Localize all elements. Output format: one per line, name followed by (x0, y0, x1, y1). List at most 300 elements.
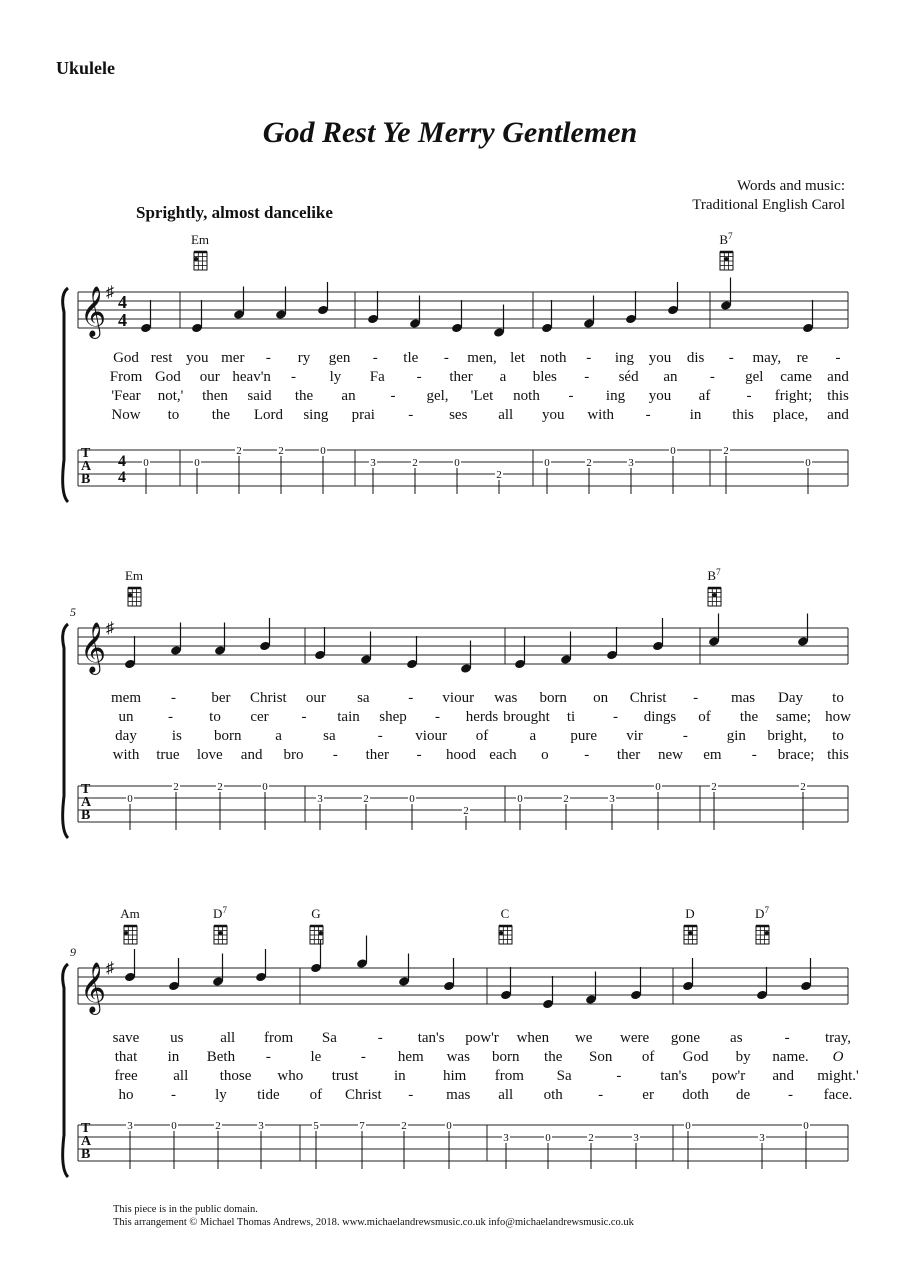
tab-fret-number: 3 (317, 793, 323, 805)
time-signature-bottom: 4 (118, 310, 127, 330)
lyric-hyphen: - (377, 728, 383, 744)
chord-diagram-dot (124, 931, 128, 935)
music-note (314, 627, 326, 660)
lyric-syllable: God (682, 1049, 709, 1065)
lyric-syllable: and (827, 407, 849, 423)
tab-fret-number: 3 (633, 1132, 639, 1144)
music-note (797, 614, 809, 647)
lyric-syllable: the (739, 709, 759, 725)
lyric-syllable: mer (221, 350, 245, 366)
lyric-syllable: tain (337, 709, 360, 725)
chord-diagram-dot (688, 931, 692, 935)
music-note (191, 300, 203, 333)
tab-fret-number: 2 (711, 781, 717, 793)
credit-line-2: Traditional English Carol (692, 197, 845, 213)
lyric-syllable: fright; (774, 388, 813, 404)
lyric-hyphen: - (682, 728, 688, 744)
lyric-syllable: cer (250, 709, 269, 725)
lyric-hyphen: - (408, 1087, 414, 1103)
lyric-syllable: tle (403, 350, 419, 366)
chord-symbol (684, 906, 697, 944)
music-note (214, 623, 226, 656)
tab-fret-number: 5 (313, 1120, 319, 1132)
lyric-syllable: Day (778, 690, 804, 706)
chord-diagram-dot (194, 257, 198, 261)
lyric-syllable: pure (570, 728, 598, 744)
lyric-hyphen: - (360, 1049, 366, 1065)
lyric-syllable: ber (211, 690, 231, 706)
lyric-syllable: born (491, 1049, 520, 1065)
chord-symbol (120, 906, 140, 944)
tab-fret-number: 2 (363, 793, 369, 805)
tab-letter: B (81, 472, 91, 487)
music-note (124, 636, 136, 669)
treble-clef-icon: 𝄞 (80, 963, 107, 1012)
lyric-syllable: all (220, 1030, 236, 1046)
music-note (212, 954, 224, 987)
footer-copyright: This arrangement © Michael Thomas Andrews, 2018. www.michaelandrewsmusic.co.uk info@michaelandrewsmusic.co.uk (113, 1217, 634, 1228)
lyric-syllable: all (498, 1087, 514, 1103)
chord-name: Am (120, 906, 140, 921)
lyric-syllable: was (446, 1049, 470, 1065)
lyric-syllable: new (657, 747, 683, 763)
lyric-syllable: an (663, 369, 678, 385)
tab-fret-number: 3 (609, 793, 615, 805)
music-note (756, 967, 768, 1000)
lyric-syllable: who (277, 1068, 304, 1084)
chord-name: G (311, 906, 321, 921)
tab-letter: T (81, 782, 91, 797)
tab-fret-number: 2 (217, 781, 223, 793)
lyric-syllable: may, (752, 350, 782, 366)
lyric-syllable: ther (365, 747, 389, 763)
lyric-hyphen: - (390, 388, 396, 404)
lyric-syllable: a (275, 728, 282, 744)
lyric-syllable: and (827, 369, 849, 385)
music-note (493, 305, 505, 338)
lyric-hyphen: - (751, 747, 757, 763)
lyric-hyphen: - (835, 350, 841, 366)
lyric-syllable: re (796, 350, 809, 366)
lyric-syllable: by (735, 1049, 751, 1065)
lyric-syllable: to (209, 709, 221, 725)
tab-fret-number: 0 (262, 781, 268, 793)
tab-fret-number: 3 (503, 1132, 509, 1144)
key-signature-sharp-icon: ♯ (106, 960, 114, 977)
music-note (367, 291, 379, 324)
lyric-syllable: place, (772, 407, 809, 423)
lyric-syllable: were (619, 1030, 650, 1046)
lyric-syllable: ses (449, 407, 468, 423)
music-note (360, 632, 372, 665)
lyric-syllable: bro (283, 747, 304, 763)
lyric-syllable: the (294, 388, 314, 404)
tab-fret-number: 0 (805, 457, 811, 469)
lyric-syllable: herds (465, 709, 499, 725)
lyric-syllable: born (539, 690, 567, 706)
chord-superscript: 7 (716, 567, 721, 577)
lyric-syllable: then (202, 388, 228, 404)
tab-fret-number: 3 (370, 457, 376, 469)
lyric-syllable: ing (614, 350, 634, 366)
tab-fret-number: 0 (544, 457, 550, 469)
lyric-syllable: day (115, 728, 137, 744)
lyric-syllable: Lord (253, 407, 283, 423)
lyric-syllable: from (494, 1068, 524, 1084)
lyric-syllable: doth (682, 1087, 709, 1103)
music-note (630, 967, 642, 1000)
treble-clef-icon: 𝄞 (80, 623, 107, 672)
footer-public-domain: This piece is in the public domain. (113, 1204, 258, 1215)
tab-fret-number: 0 (517, 793, 523, 805)
lyric-syllable: pow'r (711, 1068, 746, 1084)
lyric-syllable: not,' (157, 388, 184, 404)
system-brace (63, 964, 68, 1177)
tab-staff (78, 1125, 848, 1161)
lyric-syllable: you (541, 407, 565, 423)
tab-fret-number: 0 (194, 457, 200, 469)
lyric-syllable: born (213, 728, 242, 744)
lyric-hyphen: - (788, 1087, 794, 1103)
tab-fret-number: 2 (586, 457, 592, 469)
lyric-syllable: those (219, 1068, 252, 1084)
system-2 (63, 567, 851, 838)
lyric-syllable: to (167, 407, 180, 423)
key-signature-sharp-icon: ♯ (106, 620, 114, 637)
lyric-syllable: trust (331, 1068, 359, 1084)
music-note (275, 287, 287, 320)
lyric-syllable: noth (513, 388, 540, 404)
tab-fret-number: 0 (143, 457, 149, 469)
tab-fret-number: 0 (446, 1120, 452, 1132)
chord-superscript: 7 (728, 231, 733, 241)
lyric-syllable: em (703, 747, 722, 763)
chord-name: $D^7$ (755, 905, 769, 921)
music-note (583, 296, 595, 329)
chord-diagram-dot (765, 931, 769, 935)
music-staff (78, 628, 848, 664)
chord-name: $D^7$ (213, 905, 227, 921)
treble-clef-icon: 𝄞 (80, 287, 107, 336)
lyric-syllable: vir (626, 728, 643, 744)
lyric-syllable: O (832, 1049, 844, 1065)
lyric-hyphen: - (265, 350, 271, 366)
music-note (460, 641, 472, 674)
lyric-syllable: sa (357, 690, 370, 706)
lyric-syllable: when (516, 1030, 550, 1046)
lyric-syllable: a (499, 369, 507, 385)
music-staff (78, 292, 848, 328)
music-note (168, 958, 180, 991)
music-note (443, 958, 455, 991)
chord-diagram-dot (499, 931, 503, 935)
tab-letter: A (81, 459, 92, 474)
tab-time-signature-bottom: 4 (118, 469, 126, 486)
lyric-hyphen: - (784, 1030, 790, 1046)
lyric-hyphen: - (170, 1087, 176, 1103)
tab-fret-number: 2 (800, 781, 806, 793)
chord-symbol (125, 568, 143, 606)
lyric-syllable: 'Fear (111, 388, 141, 404)
lyric-syllable: face. (823, 1087, 853, 1103)
music-note (233, 287, 245, 320)
lyric-syllable: Sa (321, 1030, 337, 1046)
lyric-hyphen: - (416, 747, 422, 763)
lyric-syllable: to (832, 728, 844, 744)
lyric-syllable: this (732, 407, 754, 423)
lyric-syllable: Christ (344, 1087, 382, 1103)
lyric-syllable: same; (776, 709, 811, 725)
music-note (398, 954, 410, 987)
tab-letter: A (81, 1134, 92, 1149)
chord-name: Em (124, 568, 144, 583)
lyric-syllable: rest (150, 350, 173, 366)
lyric-syllable: and (772, 1068, 795, 1084)
lyric-hyphen: - (168, 709, 173, 725)
tab-fret-number: 3 (759, 1132, 765, 1144)
chord-symbol (310, 906, 323, 944)
lyric-hyphen: - (372, 350, 378, 366)
lyric-syllable: ther (449, 369, 473, 385)
lyric-hyphen: - (728, 350, 734, 366)
lyric-syllable: séd (618, 369, 639, 385)
lyric-hyphen: - (584, 369, 590, 385)
lyric-syllable: gone (670, 1030, 701, 1046)
music-note (708, 614, 720, 647)
lyric-syllable: pow'r (465, 1030, 499, 1046)
lyric-syllable: of (475, 728, 489, 744)
tab-fret-number: 3 (258, 1120, 264, 1132)
measure-number: 5 (70, 605, 76, 619)
lyric-hyphen: - (584, 747, 590, 763)
lyric-syllable: love (196, 747, 223, 763)
lyric-syllable: tan's (660, 1068, 688, 1084)
lyric-syllable: heav'n (232, 369, 271, 385)
lyric-syllable: our (305, 690, 326, 706)
measure-number: 9 (70, 945, 76, 959)
lyric-hyphen: - (170, 690, 176, 706)
lyric-syllable: with (587, 407, 615, 423)
chord-symbol (707, 567, 721, 606)
chord-diagram-dot (319, 931, 323, 935)
lyric-syllable: is (171, 728, 182, 744)
lyric-syllable: on (593, 690, 609, 706)
music-note (514, 636, 526, 669)
lyric-hyphen: - (408, 407, 414, 423)
lyric-syllable: le (310, 1049, 322, 1065)
lyric-syllable: Sa (556, 1068, 572, 1084)
lyric-syllable: with (112, 747, 140, 763)
music-note (541, 300, 553, 333)
lyric-syllable: ing (605, 388, 626, 404)
lyric-syllable: ly (215, 1087, 227, 1103)
lyric-syllable: in (167, 1049, 180, 1065)
lyric-syllable: Son (588, 1049, 613, 1065)
tab-fret-number: 0 (803, 1120, 809, 1132)
lyric-syllable: true (156, 747, 180, 763)
tab-fret-number: 0 (655, 781, 661, 793)
lyric-syllable: ry (297, 350, 311, 366)
lyric-hyphen: - (408, 690, 414, 706)
chord-diagram-dot (128, 593, 132, 597)
music-note (255, 949, 267, 982)
chord-diagram-dot (218, 931, 222, 935)
system-1 (63, 231, 850, 502)
tab-fret-number: 2 (236, 445, 242, 457)
lyric-syllable: name. (772, 1049, 809, 1065)
instrument-label: Ukulele (56, 58, 116, 78)
music-note (682, 958, 694, 991)
lyric-syllable: Now (111, 407, 141, 423)
lyric-syllable: God (154, 369, 181, 385)
lyric-syllable: tan's (417, 1030, 445, 1046)
lyric-syllable: might.' (817, 1068, 859, 1084)
lyric-hyphen: - (616, 1068, 622, 1084)
chord-symbol (499, 906, 512, 944)
tab-letter: A (81, 795, 92, 810)
music-note (560, 632, 572, 665)
lyric-syllable: sing (303, 407, 329, 423)
lyric-syllable: said (247, 388, 272, 404)
tab-fret-number: 2 (412, 457, 418, 469)
lyric-hyphen: - (443, 350, 449, 366)
tab-fret-number: 0 (409, 793, 415, 805)
lyric-syllable: tray, (824, 1030, 852, 1046)
tab-fret-number: 0 (685, 1120, 691, 1132)
lyric-syllable: Beth (206, 1049, 236, 1065)
lyric-hyphen: - (586, 350, 592, 366)
tab-fret-number: 3 (628, 457, 634, 469)
chord-diagram-dot (712, 593, 716, 597)
lyric-syllable: each (489, 747, 517, 763)
system-brace (63, 288, 68, 502)
lyric-syllable: From (109, 369, 143, 385)
tab-fret-number: 2 (496, 469, 502, 481)
chord-name: $B^7$ (719, 231, 733, 247)
tab-fret-number: 0 (320, 445, 326, 457)
lyric-syllable: de (735, 1087, 751, 1103)
lyric-hyphen: - (693, 690, 699, 706)
system-brace (63, 624, 68, 838)
tab-fret-number: 0 (127, 793, 133, 805)
lyric-hyphen: - (709, 369, 715, 385)
tab-fret-number: 2 (401, 1120, 407, 1132)
music-note (356, 936, 368, 969)
music-note (585, 972, 597, 1005)
tab-fret-number: 0 (545, 1132, 551, 1144)
key-signature-sharp-icon: ♯ (106, 284, 114, 301)
lyric-hyphen: - (568, 388, 574, 404)
lyric-syllable: you (648, 350, 672, 366)
lyric-syllable: prai (351, 407, 375, 423)
music-note (542, 976, 554, 1009)
chord-name: D (685, 906, 695, 921)
lyric-syllable: oth (543, 1087, 563, 1103)
lyric-syllable: men, (467, 350, 497, 366)
tab-fret-number: 0 (670, 445, 676, 457)
lyric-hyphen: - (746, 388, 752, 404)
lyric-syllable: dis (686, 350, 705, 366)
music-systems (63, 231, 859, 1177)
lyric-syllable: brace; (777, 747, 815, 763)
lyric-syllable: er (642, 1087, 654, 1103)
tab-fret-number: 2 (278, 445, 284, 457)
lyric-syllable: bles (532, 369, 557, 385)
tab-fret-number: 0 (171, 1120, 177, 1132)
system-3 (63, 905, 859, 1177)
chord-name: Em (190, 232, 210, 247)
chord-symbol (719, 231, 733, 270)
lyric-syllable: of (641, 1049, 655, 1065)
lyric-syllable: ho (118, 1087, 134, 1103)
lyric-syllable: ly (329, 369, 342, 385)
lyric-syllable: gel, (426, 388, 449, 404)
lyric-syllable: a (529, 728, 537, 744)
music-note (170, 623, 182, 656)
tab-fret-number: 0 (454, 457, 460, 469)
music-note (140, 300, 152, 333)
page-title: God Rest Ye Merry Gentlemen (262, 116, 638, 149)
lyric-syllable: hem (397, 1049, 424, 1065)
lyric-syllable: God (113, 350, 139, 366)
credit-line-1: Words and music: (737, 178, 845, 194)
lyric-hyphen: - (291, 369, 297, 385)
music-note (800, 958, 812, 991)
music-note (409, 296, 421, 329)
lyric-syllable: sa (323, 728, 336, 744)
chord-name: $B^7$ (707, 567, 721, 583)
lyric-syllable: mem (111, 690, 141, 706)
lyric-syllable: from (263, 1030, 294, 1046)
tab-fret-number: 3 (127, 1120, 133, 1132)
music-note (652, 618, 664, 651)
lyric-hyphen: - (435, 709, 440, 725)
chord-symbol (755, 905, 769, 944)
lyric-syllable: this (827, 388, 849, 404)
tab-fret-number: 2 (173, 781, 179, 793)
music-note (259, 618, 271, 651)
lyric-syllable: in (689, 407, 702, 423)
lyric-hyphen: - (645, 407, 651, 423)
lyric-syllable: came (780, 369, 812, 385)
lyric-hyphen: - (265, 1049, 271, 1065)
music-note (667, 282, 679, 315)
lyric-syllable: shep (379, 709, 407, 725)
lyric-syllable: to (832, 690, 844, 706)
lyric-syllable: bright, (767, 728, 807, 744)
lyric-syllable: dings (643, 709, 677, 725)
lyric-syllable: of (309, 1087, 323, 1103)
lyric-syllable: the (544, 1049, 563, 1065)
lyric-syllable: that (114, 1049, 138, 1065)
tab-fret-number: 2 (588, 1132, 594, 1144)
lyric-syllable: him (442, 1068, 467, 1084)
lyric-syllable: brought (503, 709, 550, 725)
tab-fret-number: 2 (723, 445, 729, 457)
lyric-syllable: us (170, 1030, 184, 1046)
chord-superscript: 7 (764, 905, 769, 915)
tab-fret-number: 7 (359, 1120, 365, 1132)
lyric-syllable: mas (730, 690, 756, 706)
music-note (500, 967, 512, 1000)
tab-letter: T (81, 1121, 91, 1136)
music-note (720, 278, 732, 311)
lyric-syllable: gen (328, 350, 351, 366)
lyric-syllable: free (114, 1068, 138, 1084)
lyric-syllable: this (827, 747, 849, 763)
lyric-syllable: and (240, 747, 263, 763)
lyric-syllable: o (541, 747, 549, 763)
